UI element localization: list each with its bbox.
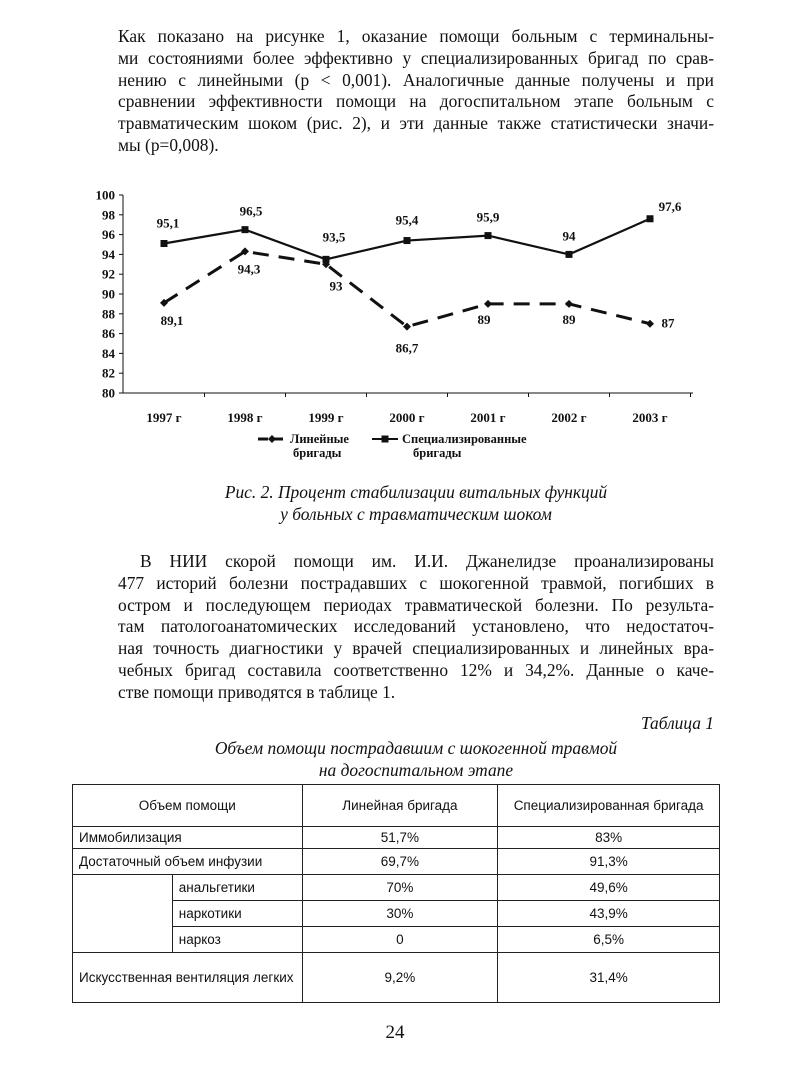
table-row [73, 849, 720, 875]
y-tick-label: 90 [102, 286, 115, 302]
body-line: В НИИ скорой помощи им. И.И. Джанелидзе проанализированы [140, 551, 714, 571]
table-title-line: Объем помощи пострадавшим с шокогенной травмой [214, 738, 618, 758]
x-tick-label: 2000 г [389, 410, 425, 425]
table-label: Таблица 1 [641, 713, 714, 733]
special-value: 31,4% [498, 953, 720, 1003]
stabilization-chart [80, 182, 720, 472]
body-line: там патологоанатомических исследований установлено, что недостаточ- [118, 616, 714, 637]
x-tick-label: 1997 г [146, 410, 182, 425]
row-label: Достаточный объем инфузии [73, 849, 303, 875]
data-label: 94 [562, 228, 576, 244]
legend-linear-label: Линейные [290, 432, 349, 446]
x-tick-label: 2002 г [551, 410, 587, 425]
body-line: остром и последующем периодах травматической болезни. По результа- [118, 594, 714, 615]
intro-line: Как показано на рисунке 1, оказание помощи больным с терминальны- [118, 26, 714, 46]
special-value: 43,9% [498, 901, 720, 927]
legend-special-marker [382, 436, 389, 443]
figure-caption [118, 481, 714, 525]
data-label: 93 [329, 278, 343, 294]
figure-caption-line: у больных с травматическим шоком [280, 504, 552, 524]
intro-line: нению с линейными (р < 0,001). Аналогичные данные получены и при [118, 69, 714, 90]
row-label: Искусственная вентиляция легких [73, 953, 303, 1003]
intro-paragraph [118, 26, 714, 157]
intro-line: ми состояниями более эффективно у специализированных бригад по срав- [118, 47, 714, 68]
y-tick-label: 94 [102, 246, 115, 262]
header-cell: Объем помощи [73, 785, 303, 827]
linear-value: 9,2% [302, 953, 498, 1003]
data-label: 94,3 [237, 261, 261, 277]
data-label: 87 [661, 315, 675, 331]
table-title [118, 737, 714, 781]
y-tick-label: 92 [102, 266, 115, 282]
figure-caption-line: Рис. 2. Процент стабилизации витальных функций [224, 482, 608, 502]
linear-point [646, 320, 654, 328]
special-point [323, 256, 330, 263]
linear-value: 51,7% [302, 827, 498, 849]
special-point [485, 232, 492, 239]
x-tick-label: 2001 г [470, 410, 506, 425]
special-point [404, 237, 411, 244]
data-label: 89,1 [160, 312, 184, 328]
legend-linear-marker [268, 435, 276, 443]
body-line: 477 историй болезни пострадавших с шокогенной травмой, погибших в [118, 572, 714, 593]
data-label: 95,9 [476, 209, 500, 225]
x-tick-label: 1998 г [227, 410, 263, 425]
header-cell: Специализированная бригада [498, 785, 720, 827]
linear-value: 30% [302, 901, 498, 927]
y-tick-label: 98 [102, 207, 115, 223]
x-tick-label: 2003 г [632, 410, 668, 425]
linear-point [484, 300, 492, 308]
row-label: наркоз [172, 927, 302, 953]
y-tick-label: 84 [102, 345, 115, 361]
table-row [73, 953, 720, 1003]
linear-value: 69,7% [302, 849, 498, 875]
data-label: 89 [477, 311, 491, 327]
y-tick-label: 100 [95, 187, 115, 203]
body-line: чебных бригад составила соответственно 12% и 34,2%. Данные о каче- [118, 659, 714, 680]
body-paragraph [118, 551, 714, 704]
special-point [161, 240, 168, 247]
intro-line: травматическим шоком (рис. 2), и эти данные также статистически значи- [118, 113, 714, 134]
y-tick-label: 86 [102, 326, 115, 342]
data-label: 93,5 [322, 229, 346, 245]
header-cell: Линейная бригада [302, 785, 498, 827]
y-tick-label: 96 [102, 227, 115, 243]
legend-linear-label: бригады [293, 446, 342, 460]
y-tick-label: 88 [102, 306, 115, 322]
special-value: 91,3% [498, 849, 720, 875]
empty-group-cell [73, 875, 173, 953]
special-value: 83% [498, 827, 720, 849]
body-line: стве помощи приводятся в таблице 1. [118, 681, 396, 702]
legend-special-label: Специализированные [402, 432, 527, 446]
y-tick-label: 82 [102, 365, 115, 381]
assistance-table [72, 784, 720, 1003]
body-line: ная точность диагностики у врачей специализированных и линейных вра- [118, 638, 714, 659]
data-label: 95,1 [156, 215, 180, 231]
linear-point [565, 300, 573, 308]
data-label: 97,6 [658, 198, 682, 214]
data-label: 89 [562, 311, 576, 327]
x-tick-label: 1999 г [308, 410, 344, 425]
linear-point [403, 323, 411, 331]
row-label: Иммобилизация [73, 827, 303, 849]
linear-value: 70% [302, 875, 498, 901]
table-row [73, 827, 720, 849]
row-label: наркотики [172, 901, 302, 927]
special-value: 6,5% [498, 927, 720, 953]
special-point [242, 226, 249, 233]
y-tick-label: 80 [102, 385, 115, 401]
data-label: 86,7 [395, 340, 419, 356]
linear-value: 0 [302, 927, 498, 953]
table-row [73, 875, 720, 901]
intro-line: сравнении эффективности помощи на догоспитальном этапе больным с [118, 91, 714, 112]
table-header-row [73, 785, 720, 827]
data-label: 96,5 [239, 203, 263, 219]
intro-line: мы (p=0,008). [118, 134, 219, 155]
legend-special-label: бригады [413, 446, 462, 460]
special-value: 49,6% [498, 875, 720, 901]
row-label: анальгетики [172, 875, 302, 901]
special-point [566, 251, 573, 258]
data-label: 95,4 [395, 212, 419, 228]
page-number: 24 [385, 1022, 405, 1043]
table-title-line: на догоспитальном этапе [318, 760, 514, 780]
special-point [647, 215, 654, 222]
